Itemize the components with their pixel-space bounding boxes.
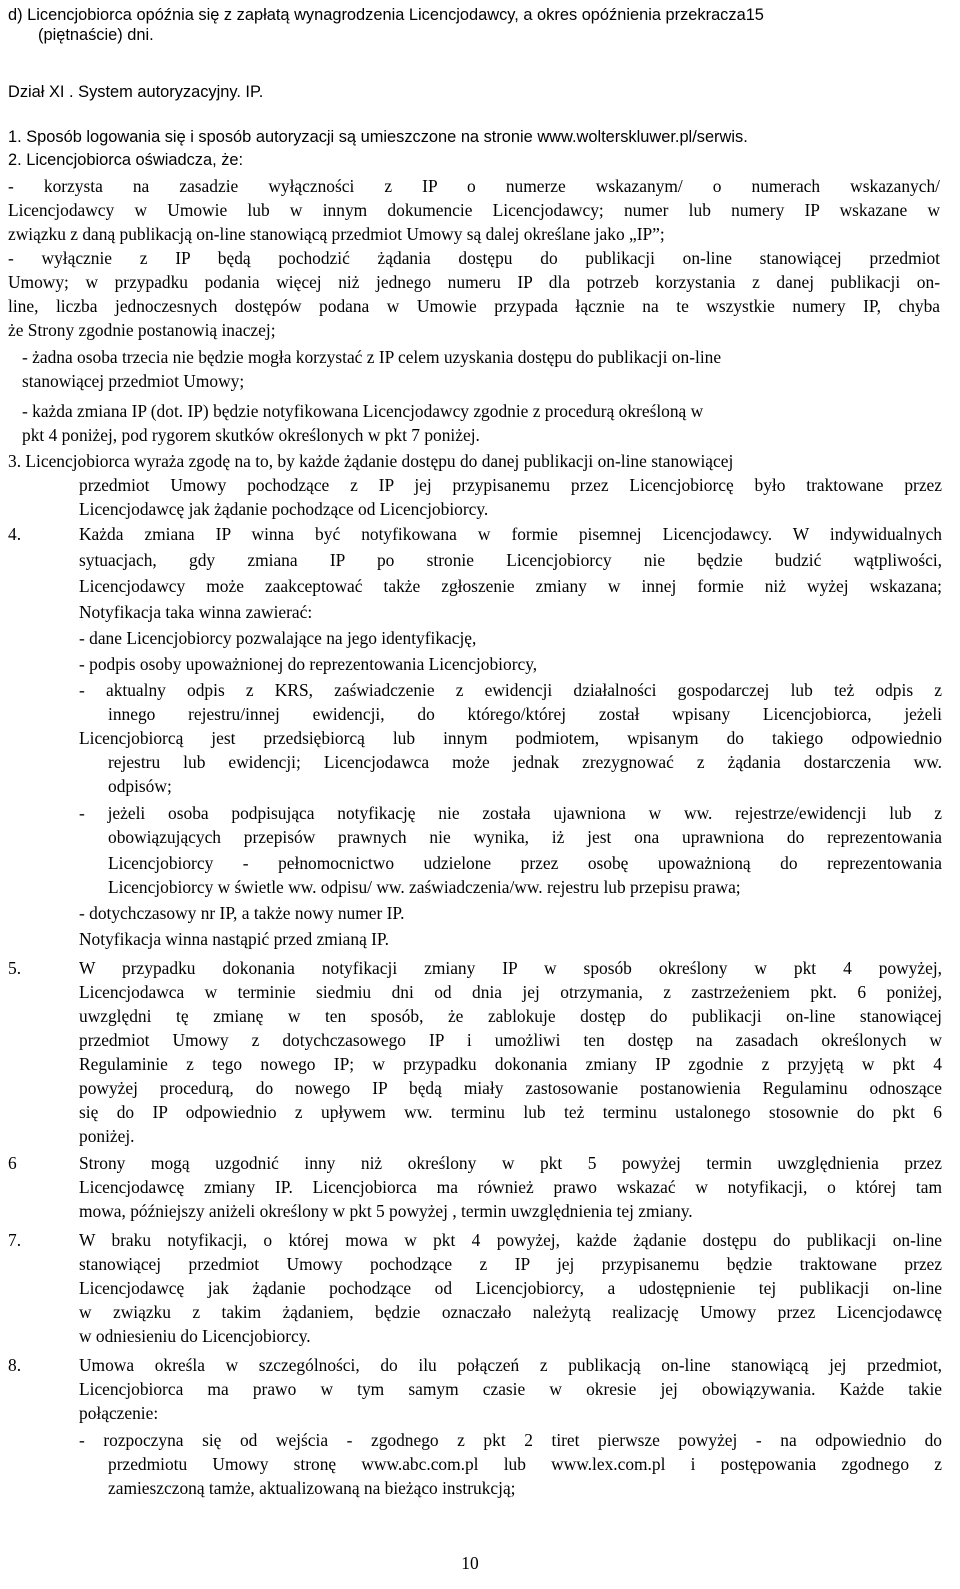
text-line: d) Licencjobiorca opóźnia się z zapłatą wynagrodzenia Licencjodawcy, a okres opóźnienia przekracza15 [8,6,764,24]
text-line: - każda zmiana IP (dot. IP) będzie notyfikowana Licencjodawcy zgodnie z procedurą określoną w [22,401,704,421]
text-line: - wyłącznie z IP będą pochodzić żądania dostępu do publikacji on-line stanowiącej przedmiot [8,248,940,268]
text-line: 5. [8,958,22,978]
text-line: Licencjobiorca ma prawo w tym samym czasie w okresie jej obowiązywania. Każde takie [79,1379,942,1399]
text-line: 8. [8,1355,22,1375]
text-line: Licencjodawcy w Umowie lub w innym dokumencie Licencjodawcy; numer lub numery IP wskazane w [8,200,940,220]
text-line: rejestru lub ewidencji; Licencjodawca może jednak zrezygnować z żądania dostarczenia ww. [108,752,942,772]
text-line: Umowa określa w szczególności, do ilu połączeń z publikacją on-line stanowiącą jej przedmiot, [79,1355,942,1375]
text-line: Notyfikacja winna nastąpić przed zmianą IP. [79,929,390,949]
text-line: Licencjodawcę zmiany IP. Licencjobiorca ma również prawo wskazać w notyfikacji, o której tam [79,1177,942,1197]
text-line: 4. [8,524,22,544]
text-line: Strony mogą uzgodnić inny niż określony w pkt 5 powyżej termin uwzględnienia przez [79,1153,942,1173]
text-line: Każda zmiana IP winna być notyfikowana w formie pisemnej Licencjodawcy. W indywidualnych [79,524,942,544]
text-line: (piętnaście) dni. [38,26,154,44]
text-line: poniżej. [79,1126,135,1146]
text-line: że Strony zgodnie postanowią inaczej; [8,320,276,340]
text-line: Umowy; w przypadku podania więcej niż jednego numeru IP dla potrzeb korzystania z danej publikacji on- [8,272,940,292]
text-line: - podpis osoby upoważnionej do reprezentowania Licencjobiorcy, [79,654,538,674]
text-line: się do IP odpowiednio z upływem ww. terminu lub też terminu ustalonego stosownie do pkt 6 [79,1102,942,1122]
text-line: związku z daną publikacją on-line stanowiącą przedmiot Umowy są dalej określane jako „IP”; [8,224,665,244]
text-line: - jeżeli osoba podpisująca notyfikację nie została ujawniona w ww. rejestrze/ewidencji lub z [79,803,942,823]
text-line: zamieszczoną tamże, aktualizowaną na bieżąco instrukcją; [108,1478,516,1498]
text-line: Licencjobiorcą jest przedsiębiorcą lub innym podmiotem, wpisanym do takiego odpowiednio [79,728,942,748]
text-line: odpisów; [108,776,172,796]
text-line: powyżej procedurą, do nowego IP będą miały zastosowanie postanowienia Regulaminu odnoszące [79,1078,942,1098]
text-line: pkt 4 poniżej, pod rygorem skutków określonych w pkt 7 poniżej. [22,425,480,445]
text-line: - dane Licencjobiorcy pozwalające na jego identyfikację, [79,628,477,648]
text-line: połączenie: [79,1403,159,1423]
text-line: uwzględni tę zmianę w ten sposób, że zablokuje dostęp do publikacji on-line stanowiącej [79,1006,942,1026]
text-line: W braku notyfikacji, o której mowa w pkt 4 powyżej, każde żądanie dostępu do publikacji on-line [79,1230,942,1250]
text-line: w odniesieniu do Licencjobiorcy. [79,1326,311,1346]
text-line: innego rejestru/innej ewidencji, do którego/której został wpisany Licencjobiorca, jeżeli [108,704,942,724]
text-line: 6 [8,1153,17,1173]
text-line: mowa, późniejszy aniżeli określony w pkt 5 powyżej , termin uwzględnienia tej zmiany. [79,1201,693,1221]
text-line: przedmiotu Umowy stronę www.abc.com.pl lub www.lex.com.pl i postępowania zgodnego z [108,1454,942,1474]
text-line: Dział XI . System autoryzacyjny. IP. [8,83,264,101]
text-line: przedmiot Umowy z dotychczasowego IP i umożliwi ten dostęp na zasadach określonych w [79,1030,942,1050]
text-line: Notyfikacja taka winna zawierać: [79,602,313,622]
text-line: 1. Sposób logowania się i sposób autoryzacji są umieszczone na stronie www.wolterskluwer.pl/serwis. [8,128,748,146]
text-line: 3. Licencjobiorca wyraża zgodę na to, by każde żądanie dostępu do danej publikacji on-line stanowiącej [8,451,734,471]
text-line: W przypadku dokonania notyfikacji zmiany IP w sposób określony w pkt 4 powyżej, [79,958,942,978]
text-line: - aktualny odpis z KRS, zaświadczenie z ewidencji działalności gospodarczej lub też odpis z [79,680,942,700]
text-line: 2. Licencjobiorca oświadcza, że: [8,151,244,169]
text-line: stanowiącej przedmiot Umowy; [22,371,245,391]
text-line: - żadna osoba trzecia nie będzie mogła korzystać z IP celem uzyskania dostępu do publikacji on-line [22,347,722,367]
text-line: - dotychczasowy nr IP, a także nowy numer IP. [79,903,405,923]
text-line: - rozpoczyna się od wejścia - zgodnego z pkt 2 tiret pierwsze powyżej - na odpowiednio do [79,1430,942,1450]
text-line: Licencjodawca w terminie siedmiu dni od dnia jej otrzymania, z zastrzeżeniem pkt. 6 poniżej, [79,982,942,1002]
text-line: stanowiącej przedmiot Umowy pochodzące z IP jej przypisanemu będzie traktowane przez [79,1254,942,1274]
text-line: line, liczba jednoczesnych dostępów podana w Umowie przypada łącznie na te wszystkie numery IP, chyba [8,296,940,316]
text-line: w związku z takim żądaniem, będzie oznaczało należytą realizację Umowy przez Licencjodawcę [79,1302,942,1322]
text-line: Licencjodawcy może zaakceptować także zgłoszenie zmiany w innej formie niż wyżej wskazana; [79,576,942,596]
text-line: sytuacjach, gdy zmiana IP po stronie Licencjobiorcy nie będzie budzić wątpliwości, [79,550,942,570]
page-number: 10 [461,1553,479,1573]
text-line: Licencjodawcę jak żądanie pochodzące od Licencjobiorcy. [79,499,489,519]
text-line: obowiązujących przepisów prawnych nie wynika, iż jest ona uprawniona do reprezentowania [108,827,942,847]
text-line: Licencjobiorcy - pełnomocnictwo udzielone przez osobę upoważnioną do reprezentowania [108,853,942,873]
text-line: przedmiot Umowy pochodzące z IP jej przypisanemu przez Licencjobiorcę było traktowane przez [79,475,942,495]
text-line: 7. [8,1230,22,1250]
text-line: Licencjobiorcy w świetle ww. odpisu/ ww. zaświadczenia/ww. rejestru lub przepisu prawa; [108,877,741,897]
text-line: - korzysta na zasadzie wyłączności z IP o numerze wskazanym/ o numerach wskazanych/ [8,176,940,196]
text-line: Regulaminie z tego nowego IP; w przypadku dokonania zmiany IP zgodnie z przyjętą w pkt 4 [79,1054,942,1074]
text-line: Licencjodawcę jak żądanie pochodzące od Licencjobiorcy, a udostępnienie tej publikacji on-line [79,1278,942,1298]
